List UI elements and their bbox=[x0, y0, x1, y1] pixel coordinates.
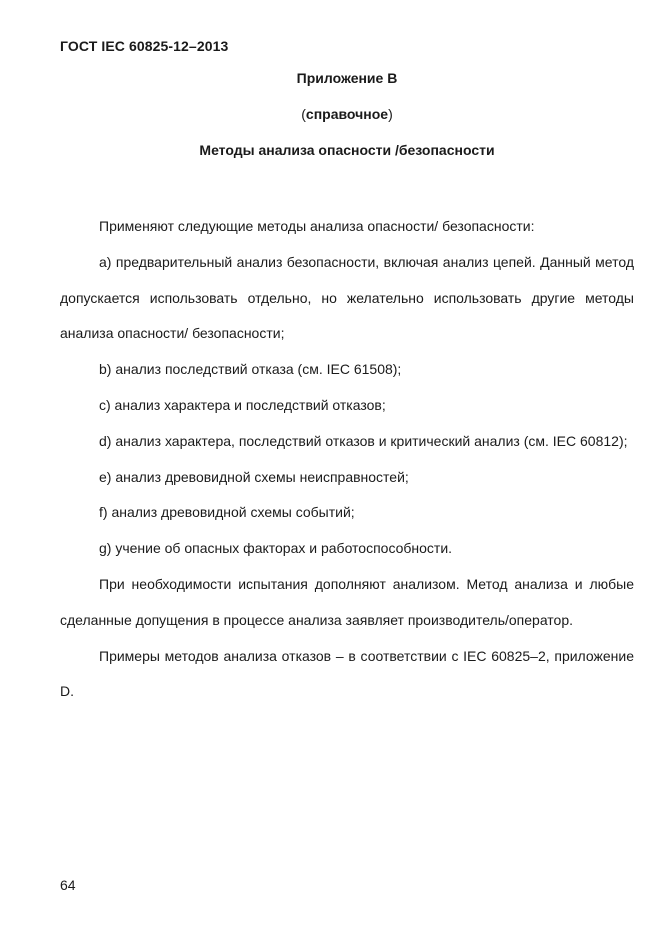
list-item-a: а) предварительный анализ безопасности, включая анализ цепей. Данный метод допускается использовать отдельно, но желательно использовать другие методы анализа опасности/ безопасности; bbox=[60, 253, 634, 342]
paragraph-intro: Применяют следующие методы анализа опасности/ безопасности: bbox=[99, 218, 535, 234]
paragraph-examples: Примеры методов анализа отказов – в соответствии с IEC 60825–2, приложение D. bbox=[60, 647, 634, 700]
list-item-d: d) анализ характера, последствий отказов и критический анализ (см. IEC 60812); bbox=[99, 432, 628, 449]
annex-type-open-paren: ( bbox=[301, 106, 306, 122]
annex-heading: Методы анализа опасности /безопасности bbox=[199, 142, 495, 158]
annex-type bbox=[60, 106, 634, 122]
list-item-e: е) анализ древовидной схемы неисправностей; bbox=[99, 468, 409, 485]
list-item-f: f) анализ древовидной схемы событий; bbox=[99, 504, 355, 521]
paragraph-testing: При необходимости испытания дополняют анализом. Метод анализа и любые сделанные допущения в процессе анализа заявляет производитель/оператор. bbox=[60, 575, 634, 628]
annex-title: Приложение В bbox=[296, 70, 398, 86]
document-code-header: ГОСТ IEC 60825-12–2013 bbox=[60, 38, 229, 54]
list-item-c: с) анализ характера и последствий отказов; bbox=[99, 396, 386, 413]
page-number: 64 bbox=[60, 877, 76, 893]
annex-type-word: справочное bbox=[305, 106, 389, 122]
list-item-g: g) учение об опасных факторах и работоспособности. bbox=[99, 540, 453, 557]
body-text bbox=[60, 209, 634, 710]
annex-type-close-paren: ) bbox=[388, 106, 393, 122]
list-item-b: b) анализ последствий отказа (см. IEC 61508); bbox=[99, 361, 402, 378]
